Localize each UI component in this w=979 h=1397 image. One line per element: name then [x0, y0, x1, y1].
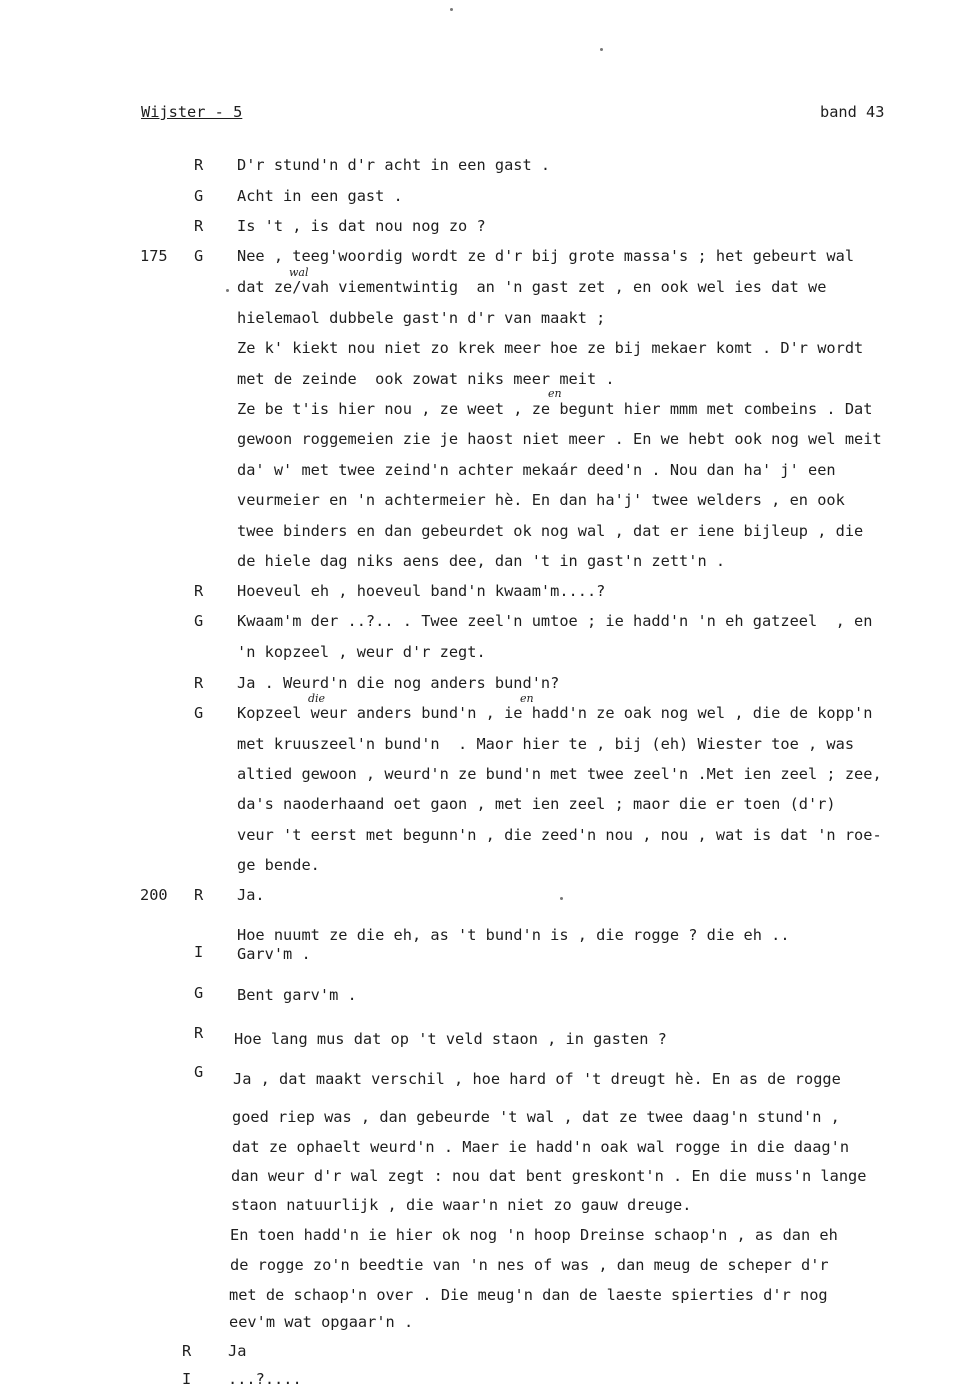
transcript-line: Ja.	[237, 886, 265, 904]
transcript-line: Ja . Weurd'n die nog anders bund'n?	[237, 674, 560, 692]
transcript-line: goed riep was , dan gebeurde 't wal , dat ze twee daag'n stund'n ,	[232, 1108, 840, 1126]
speaker-label: R	[194, 217, 204, 235]
scan-speck	[600, 48, 603, 51]
speaker-label: R	[194, 886, 204, 904]
transcript-line: Kopzeel weur anders bund'n , ie hadd'n ze oak nog wel , die de kopp'n	[237, 704, 873, 722]
speaker-label: I	[182, 1370, 192, 1388]
transcript-line: twee binders en dan gebeurdet ok nog wal , dat er iene bijleup , die	[237, 522, 864, 540]
transcript-line: met de schaop'n over . Die meug'n dan de laeste spierties d'r nog	[229, 1286, 828, 1304]
transcript-line: da' w' met twee zeind'n achter mekaár deed'n . Nou dan ha' j' een	[237, 461, 836, 479]
speaker-label: R	[182, 1342, 192, 1360]
transcript-line: altied gewoon , weurd'n ze bund'n met twee zeel'n .Met ien zeel ; zee,	[237, 765, 882, 783]
scan-speck	[560, 897, 563, 900]
transcript-line: dat ze ophaelt weurd'n . Maer ie hadd'n oak wal rogge in die daag'n	[232, 1138, 850, 1156]
transcript-line: Nee , teeg'woordig wordt ze d'r bij grote massa's ; het gebeurt wal	[237, 247, 855, 265]
transcript-line: Ja , dat maakt verschil , hoe hard of 't dreugt hè. En as de rogge	[233, 1070, 841, 1088]
transcript-line: da's naoderhaand oet gaon , met ien zeel ; maor die er toen (d'r)	[237, 795, 836, 813]
transcript-line: de hiele dag niks aens dee, dan 't in gast'n zett'n .	[237, 552, 726, 570]
line-number: 175	[140, 247, 168, 265]
transcript-line: Acht in een gast .	[237, 187, 403, 205]
transcript-line: met kruuszeel'n bund'n . Maor hier te , bij (eh) Wiester toe , was	[237, 735, 855, 753]
transcript-line: Hoeveul eh , hoeveul band'n kwaam'm....?	[237, 582, 606, 600]
handwritten-annotation: die	[308, 692, 326, 705]
speaker-label: G	[194, 1063, 204, 1081]
transcript-line: de rogge zo'n beedtie van 'n nes of was , dan meug de scheper d'r	[230, 1256, 829, 1274]
speaker-label: I	[194, 943, 204, 961]
transcript-line: eev'm wat opgaar'n .	[229, 1313, 414, 1331]
transcript-line: Is 't , is dat nou nog zo ?	[237, 217, 486, 235]
transcript-line: Ze be t'is hier nou , ze weet , ze begunt hier mmm met combeins . Dat	[237, 400, 873, 418]
transcript-line: staon natuurlijk , die waar'n niet zo gauw dreuge.	[231, 1196, 692, 1214]
transcript-line: Hoe lang mus dat op 't veld staon , in gasten ?	[234, 1030, 667, 1048]
page-header-band: band 43	[820, 103, 885, 121]
transcript-line: veurmeier en 'n achtermeier hè. En dan ha'j' twee welders , en ook	[237, 491, 845, 509]
transcript-line: Bent garv'm .	[237, 986, 357, 1004]
transcript-line: ge bende.	[237, 856, 320, 874]
handwritten-annotation: en	[520, 692, 534, 705]
transcript-line: ...?....	[228, 1370, 302, 1388]
speaker-label: G	[194, 247, 204, 265]
transcript-line: D'r stund'n d'r acht in een gast .	[237, 156, 551, 174]
transcript-line: veur 't eerst met begunn'n , die zeed'n nou , nou , wat is dat 'n roe-	[237, 826, 882, 844]
line-number: 200	[140, 886, 168, 904]
speaker-label: R	[194, 1024, 204, 1042]
scan-speck	[226, 289, 229, 292]
speaker-label: R	[194, 582, 204, 600]
transcript-line: dan weur d'r wal zegt : nou dat bent greskont'n . En die muss'n lange	[231, 1167, 867, 1185]
transcript-line: Ze k' kiekt nou niet zo krek meer hoe ze bij mekaer komt . D'r wordt	[237, 339, 864, 357]
scan-speck	[450, 8, 453, 11]
transcript-line: hielemaol dubbele gast'n d'r van maakt ;	[237, 309, 606, 327]
transcript-line: Hoe nuumt ze die eh, as 't bund'n is , die rogge ? die eh ..	[237, 926, 790, 944]
transcript-line: dat ze/vah viementwintig an 'n gast zet , en ook wel ies dat we	[237, 278, 827, 296]
handwritten-annotation: en	[548, 387, 562, 400]
transcript-line: Garv'm .	[237, 945, 311, 963]
transcript-line: Kwaam'm der ..?.. . Twee zeel'n umtoe ; ie hadd'n 'n eh gatzeel , en	[237, 612, 873, 630]
speaker-label: R	[194, 674, 204, 692]
speaker-label: G	[194, 612, 204, 630]
transcript-line: met de zeinde ook zowat niks meer meit .	[237, 370, 615, 388]
transcript-line: gewoon roggemeien zie je haost niet meer . En we hebt ook nog wel meit	[237, 430, 882, 448]
speaker-label: R	[194, 156, 204, 174]
page-header-title: Wijster - 5	[141, 103, 243, 121]
handwritten-annotation: wal	[289, 266, 309, 279]
speaker-label: G	[194, 704, 204, 722]
transcript-line: Ja	[228, 1342, 247, 1360]
speaker-label: G	[194, 187, 204, 205]
transcript-line: En toen hadd'n ie hier ok nog 'n hoop Dreinse schaop'n , as dan eh	[230, 1226, 838, 1244]
speaker-label: G	[194, 984, 204, 1002]
transcript-line: 'n kopzeel , weur d'r zegt.	[237, 643, 486, 661]
